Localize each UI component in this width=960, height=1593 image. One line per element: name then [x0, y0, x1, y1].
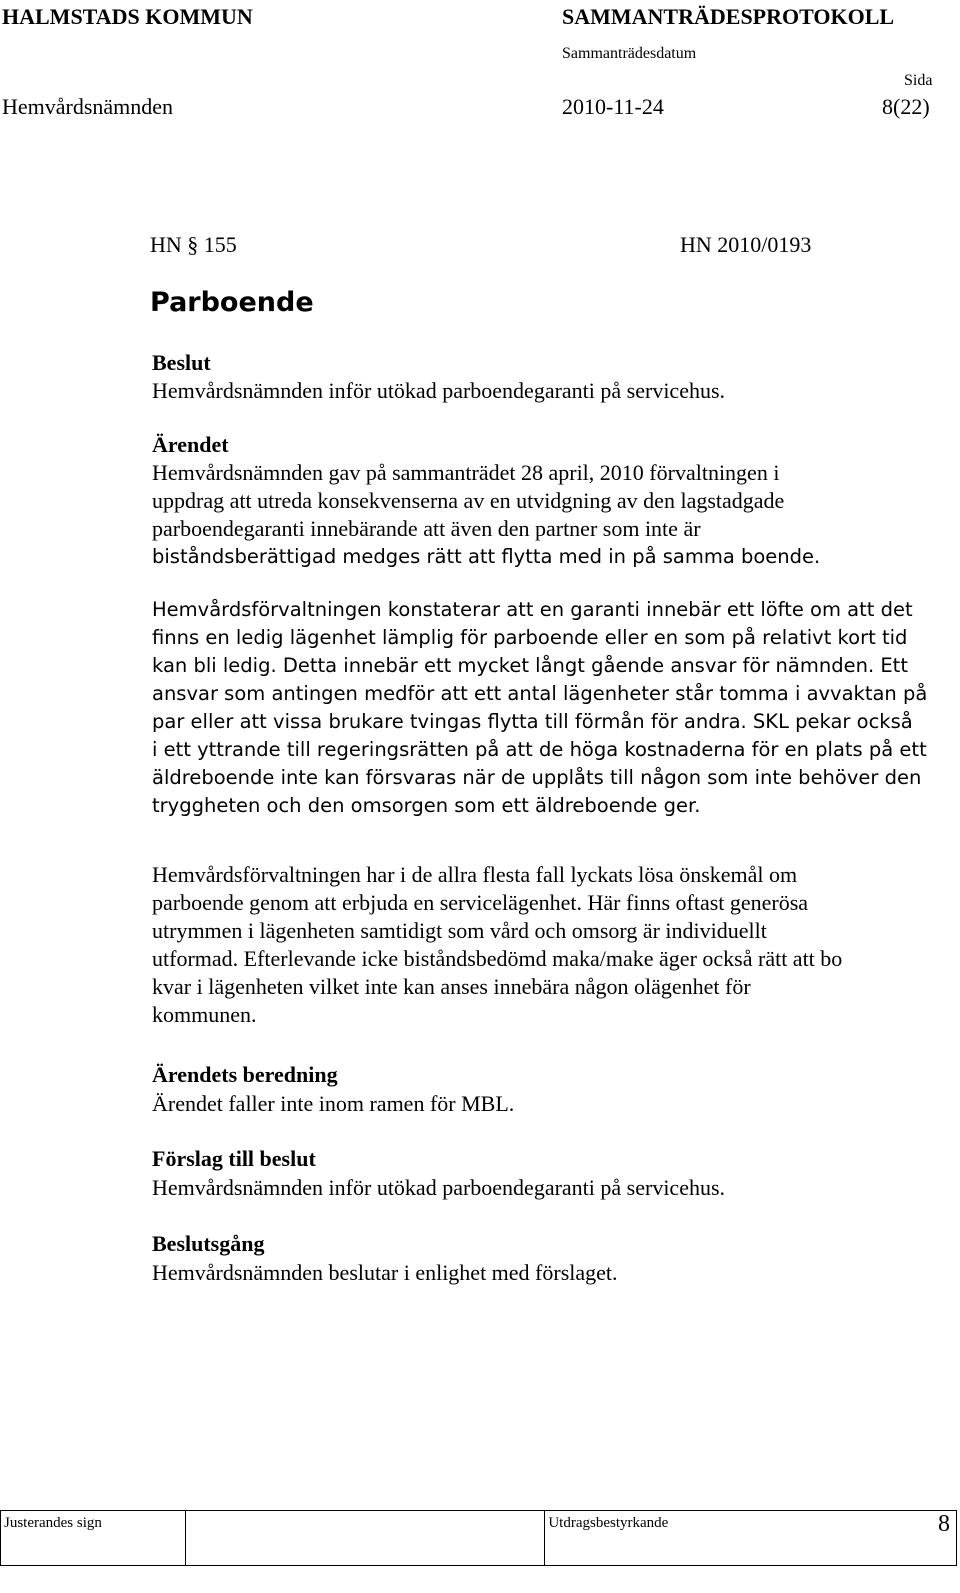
case-paragraph: HN § 155 — [150, 232, 237, 257]
footer-table — [0, 1510, 957, 1566]
text-line: biståndsberättigad medges rätt att flytta med in på samma boende. — [152, 545, 821, 568]
text-line: äldreboende inte kan försvaras när de upplåts till någon som inte behöver den — [152, 766, 922, 789]
arendet-paragraph-1 — [152, 459, 942, 571]
text-line: utformad. Efterlevande icke biståndsbedömd maka/make äger också rätt att bo — [152, 946, 843, 971]
meeting-date: 2010-11-24 — [562, 94, 664, 119]
text-line: par eller att vissa brukare tvingas flytta till förmån för andra. SKL pekar också — [152, 710, 913, 733]
beredning-text: Ärendet faller inte inom ramen för MBL. — [152, 1091, 515, 1116]
page-count: 8(22) — [882, 94, 930, 119]
footer-page-number: 8 — [938, 1511, 950, 1537]
text-line: kvar i lägenheten vilket inte kan anses innebära någon olägenhet för — [152, 974, 751, 999]
forslag-text: Hemvårdsnämnden inför utökad parboendegaranti på servicehus. — [152, 1175, 726, 1200]
arendet-paragraph-2 — [152, 596, 942, 820]
beslutsgang-heading: Beslutsgång — [152, 1231, 265, 1256]
text-line: kommunen. — [152, 1002, 257, 1027]
case-title: Parboende — [150, 287, 314, 318]
sign-blank-cell — [185, 1511, 545, 1566]
text-line: Hemvårdsnämnden gav på sammanträdet 28 april, 2010 förvaltningen i — [152, 460, 780, 485]
org-name: HALMSTADS KOMMUN — [2, 4, 253, 29]
document-type: SAMMANTRÄDESPROTOKOLL — [562, 4, 895, 29]
case-number: HN 2010/0193 — [680, 232, 812, 257]
extract-label: Utdragsbestyrkande — [548, 1515, 669, 1531]
forslag-heading: Förslag till beslut — [152, 1146, 316, 1171]
arendet-heading: Ärendet — [152, 432, 229, 457]
text-line: parboende genom att erbjuda en servicelägenhet. Här finns oftast generösa — [152, 890, 809, 915]
arendet-paragraph-3 — [152, 861, 942, 1029]
sign-label: Justerandes sign — [4, 1515, 102, 1531]
beslut-text: Hemvårdsnämnden inför utökad parboendegaranti på servicehus. — [152, 378, 726, 403]
sign-cell — [1, 1511, 186, 1566]
committee-name: Hemvårdsnämnden — [2, 94, 174, 119]
text-line: ansvar som antingen medför att ett antal lägenheter står tomma i avvaktan på — [152, 682, 928, 705]
text-line: tryggheten och den omsorgen som ett äldreboende ger. — [152, 794, 701, 817]
text-line: utrymmen i lägenheten samtidigt som vård och omsorg är individuellt — [152, 918, 767, 943]
text-line: i ett yttrande till regeringsrätten på att de höga kostnaderna för en plats på ett — [152, 738, 927, 761]
text-line: parboendegaranti innebärande att även den partner som inte är — [152, 516, 701, 541]
text-line: uppdrag att utreda konsekvenserna av en utvidgning av den lagstadgade — [152, 488, 785, 513]
beslutsgang-text: Hemvårdsnämnden beslutar i enlighet med förslaget. — [152, 1260, 618, 1285]
text-line: Hemvårdsförvaltningen konstaterar att en garanti innebär ett löfte om att det — [152, 598, 913, 621]
page-label: Sida — [904, 72, 933, 89]
beredning-heading: Ärendets beredning — [152, 1062, 338, 1087]
extract-cell — [545, 1511, 957, 1566]
date-label: Sammanträdesdatum — [562, 45, 697, 62]
text-line: Hemvårdsförvaltningen har i de allra flesta fall lyckats lösa önskemål om — [152, 862, 798, 887]
beslut-heading: Beslut — [152, 350, 211, 375]
text-line: finns en ledig lägenhet lämplig för parboende eller en som på relativt kort tid — [152, 626, 908, 649]
text-line: kan bli ledig. Detta innebär ett mycket långt gående ansvar för nämnden. Ett — [152, 654, 908, 677]
